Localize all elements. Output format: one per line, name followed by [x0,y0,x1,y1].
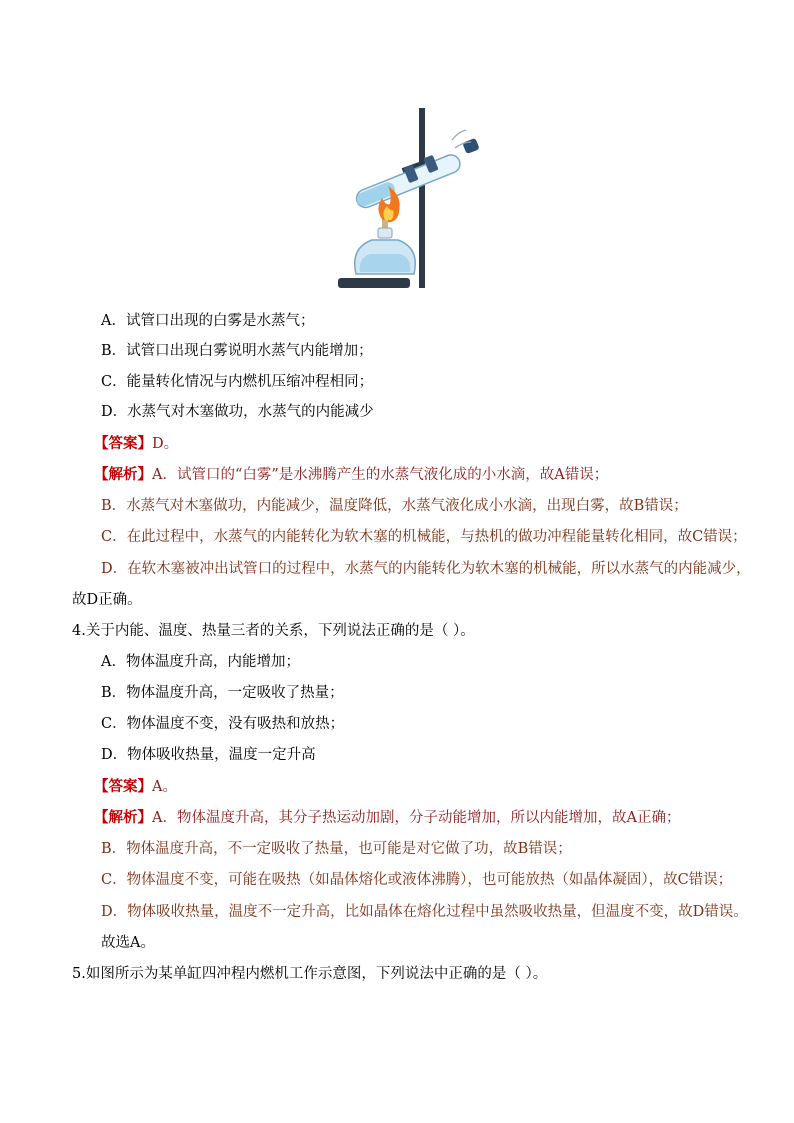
test-tube-heating-figure [334,104,480,294]
q4-conclusion: 故选A。 [101,935,155,951]
answer-value: D。 [152,436,179,452]
q3-option-b: B．试管口出现白雾说明水蒸气内能增加； [101,343,373,359]
q3-analysis-c: C．在此过程中，水蒸气的内能转化为软木塞的机械能，与热机的做功冲程能量转化相同，故C错误； [101,529,747,545]
analysis-text: A．物体温度升高，其分子热运动加剧，分子动能增加，所以内能增加，故A正确； [152,810,681,826]
analysis-tag: 【解析】 [94,809,152,826]
alcohol-lamp [355,228,416,274]
q4-option-a: A．物体温度升高，内能增加； [101,654,300,670]
answer-tag: 【答案】 [94,435,152,452]
q4-option-c: C．物体温度不变，没有吸热和放热； [101,716,345,732]
q4-analysis-b: B．物体温度升高，不一定吸收了热量，也可能是对它做了功，故B错误； [101,841,572,857]
q3-analysis-b: B．水蒸气对木塞做功，内能减少，温度降低，水蒸气液化成小水滴，出现白雾，故B错误； [101,498,688,514]
answer-value: A。 [152,779,177,795]
q4-analysis-a [94,808,680,828]
stand-base [338,278,410,288]
q3-option-c: C．能量转化情况与内燃机压缩冲程相同； [101,374,374,390]
q3-analysis-d-cont: 故D正确。 [72,592,142,608]
q3-option-d: D．水蒸气对木塞做功，水蒸气的内能减少 [101,404,374,420]
q3-analysis-a [94,465,608,485]
q4-option-b: B．物体温度升高，一定吸收了热量； [101,685,344,701]
q4-option-d: D．物体吸收热量，温度一定升高 [101,747,316,763]
q4-analysis-c: C．物体温度不变，可能在吸热（如晶体熔化或液体沸腾），也可能放热（如晶体凝固），故C错误； [101,872,733,888]
q5-stem: 5.如图所示为某单缸四冲程内燃机工作示意图，下列说法中正确的是（ ）。 [72,966,548,982]
q3-option-a: A．试管口出现的白雾是水蒸气； [101,313,315,329]
q3-analysis-d: D．在软木塞被冲出试管口的过程中，水蒸气的内能转化为软木塞的机械能，所以水蒸气的内能减少， [101,561,751,577]
analysis-tag: 【解析】 [94,466,152,483]
answer-tag: 【答案】 [94,778,152,795]
q4-answer [94,777,177,797]
analysis-text: A．试管口的“白雾”是水沸腾产生的水蒸气液化成的小水滴，故A错误； [152,467,609,483]
test-tube [354,152,463,210]
q4-stem: 4.关于内能、温度、热量三者的关系，下列说法正确的是（ ）。 [72,623,475,639]
q4-analysis-d: D．物体吸收热量，温度不一定升高，比如晶体在熔化过程中虽然吸收热量，但温度不变，故D错误。 [101,904,748,920]
cork [462,138,479,154]
q3-answer [94,434,178,454]
stand-pole [419,108,425,288]
